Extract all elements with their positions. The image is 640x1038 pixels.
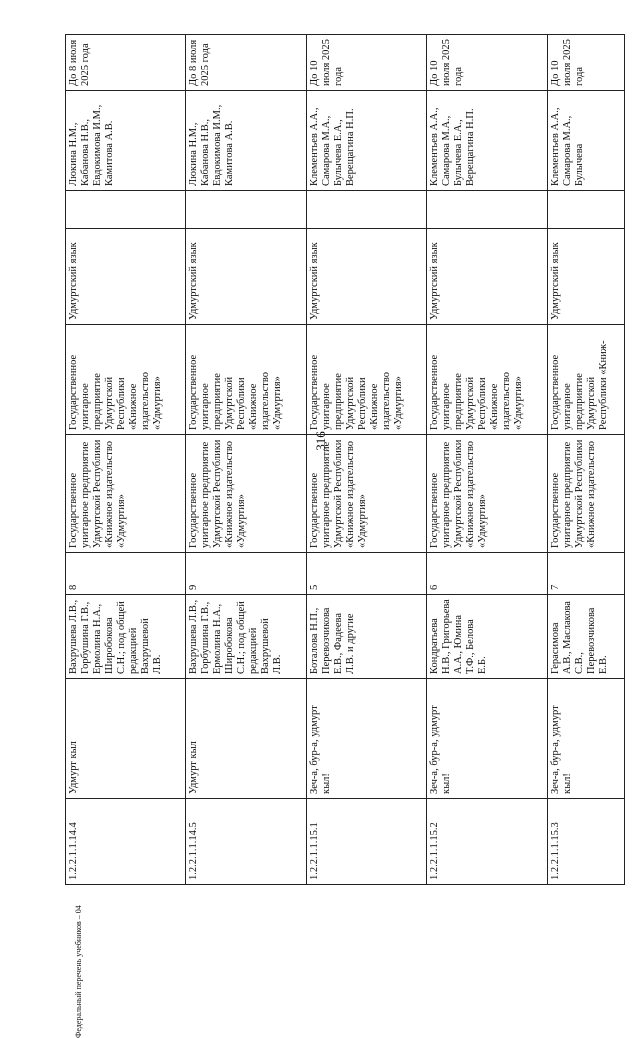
cell-authors: Вахрушева Л.В., Горбушина Г.В., Ермолина Н.А., Широбокова С.Н.; под общей редакцией Вахрушевой Л.В. (186, 595, 306, 679)
cell-language: Удмуртский язык (306, 229, 426, 325)
cell-title: Зеч-а, бур-а, удмурт кыл! (306, 679, 426, 799)
cell-class: 6 (427, 553, 547, 595)
cell-publisher-full: Государственное унитарное предприятие Удмуртской Республики «Книжное издательство «Удмуртия» (427, 325, 547, 435)
cell-authors: Герасимова А.В., Маслакова С.В., Перевозчикова Е.В. (547, 595, 625, 679)
cell-language: Удмуртский язык (547, 229, 625, 325)
table-row (306, 35, 426, 885)
cell-date: До 10 июля 2025 года (547, 35, 625, 91)
table-row (186, 35, 306, 885)
cell-date: До 8 июля 2025 года (186, 35, 306, 91)
cell-number: 1.2.2.1.1.15.2 (427, 799, 547, 885)
cell-empty (306, 191, 426, 229)
cell-date: До 10 июля 2025 года (427, 35, 547, 91)
cell-date: До 10 июля 2025 года (306, 35, 426, 91)
cell-title: Удмурт кыл (66, 679, 186, 799)
cell-publisher: Государственное унитарное предприятие Удмуртской Республики «Книжное издательство «Удмуртия» (427, 435, 547, 553)
cell-publisher-full: Государственное унитарное предприятие Удмуртской Республики «Книжное издательство «Удмуртия» (66, 325, 186, 435)
cell-number: 1.2.2.1.1.14.4 (66, 799, 186, 885)
cell-empty (427, 191, 547, 229)
cell-publisher-full: Государственное унитарное предприятие Удмуртской Республики «Книжное издательство «Удмуртия» (186, 325, 306, 435)
cell-number: 1.2.2.1.1.15.3 (547, 799, 625, 885)
cell-publisher: Государственное унитарное предприятие Удмуртской Республики «Книжное издательство «Удмуртия» (186, 435, 306, 553)
table-row (427, 35, 547, 885)
cell-publisher-full: Государственное унитарное предприятие Удмуртской Республики «Книжное издательство «Удмуртия» (306, 325, 426, 435)
table-row (547, 35, 625, 885)
cell-number: 1.2.2.1.1.15.1 (306, 799, 426, 885)
cell-experts: Клементьев А.А., Самарова М.А., Булычева (547, 91, 625, 191)
cell-title: Зеч-а, бур-а, удмурт кыл! (427, 679, 547, 799)
cell-publisher: Государственное унитарное предприятие Удмуртской Республики «Книжное издательство «Удмуртия» (306, 435, 426, 553)
cell-experts: Люкина Н.М., Кабанова Н.В., Евдокимова И.М., Камитова А.В. (66, 91, 186, 191)
cell-publisher: Государственное унитарное предприятие Удмуртской Республики «Книжное издательство «Удмуртия» (66, 435, 186, 553)
cell-publisher: Государственное унитарное предприятие Удмуртской Республики «Книжное издательство (547, 435, 625, 553)
textbook-table (65, 34, 625, 885)
page-number: 316 (313, 431, 328, 451)
cell-language: Удмуртский язык (427, 229, 547, 325)
footer-note: Федеральный перечень учебников – 04 (74, 905, 83, 1038)
cell-authors: Вахрушева Л.В., Горбушина Г.В., Ермолина Н.А., Широбокова С.Н.; под общей редакцией Вахрушевой Л.В. (66, 595, 186, 679)
cell-language: Удмуртский язык (186, 229, 306, 325)
cell-class: 7 (547, 553, 625, 595)
cell-experts: Люкина Н.М., Кабанова Н.В., Евдокимова И.М., Камитова А.В. (186, 91, 306, 191)
cell-authors: Боталова Н.П., Перевозчикова Е.В., Фадеева Л.В. и другие (306, 595, 426, 679)
cell-publisher-full: Государственное унитарное предприятие Удмуртской Республики «Книж- (547, 325, 625, 435)
cell-class: 5 (306, 553, 426, 595)
cell-experts: Клементьев А.А., Самарова М.А., Булычева Е.А., Верещагина Н.П. (306, 91, 426, 191)
rotated-table-wrapper (65, 35, 625, 885)
cell-language: Удмуртский язык (66, 229, 186, 325)
cell-title: Зеч-а, бур-а, удмурт кыл! (547, 679, 625, 799)
cell-empty (66, 191, 186, 229)
cell-empty (547, 191, 625, 229)
cell-number: 1.2.2.1.1.14.5 (186, 799, 306, 885)
cell-class: 9 (186, 553, 306, 595)
cell-class: 8 (66, 553, 186, 595)
cell-authors: Кондратьева Н.В., Григорьева А.А., Юмина Т.Ф., Белова Е.Б. (427, 595, 547, 679)
cell-empty (186, 191, 306, 229)
cell-date: До 8 июля 2025 года (66, 35, 186, 91)
cell-experts: Клементьев А.А., Самарова М.А., Булычева Е.А., Верещагина Н.П. (427, 91, 547, 191)
cell-title: Удмурт кыл (186, 679, 306, 799)
